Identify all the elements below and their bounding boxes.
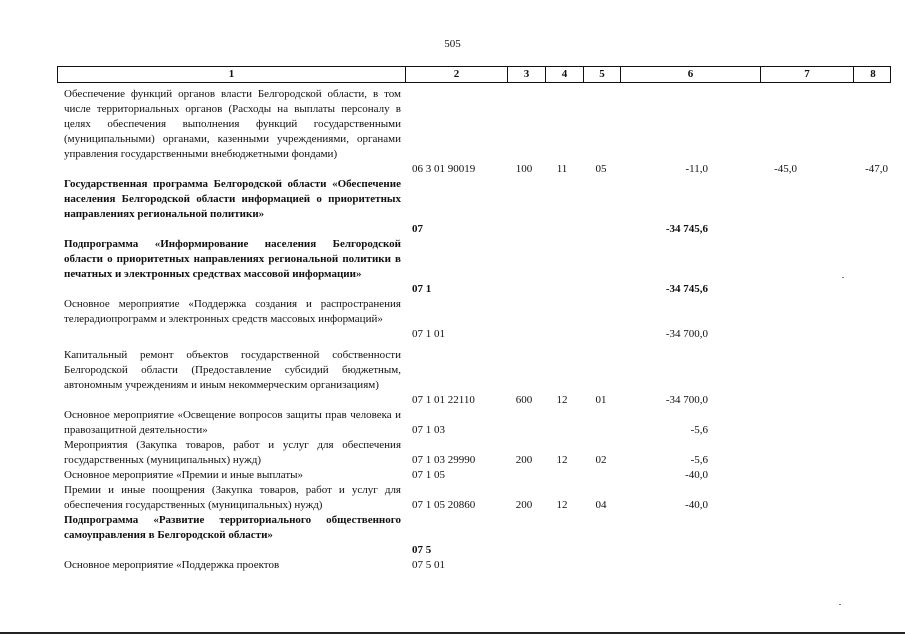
header-col-3: 3 xyxy=(508,67,546,82)
row-code: 07 1 01 xyxy=(412,328,445,340)
row-col-8: -47,0 xyxy=(865,163,888,175)
table-header xyxy=(57,66,891,83)
row-col-4: 12 xyxy=(556,454,568,466)
row-col-5: 02 xyxy=(595,454,607,466)
row-code: 07 1 01 22110 xyxy=(412,394,475,406)
row-col-6: -34 745,6 xyxy=(665,283,708,295)
row-col-6: -34 700,0 xyxy=(665,394,708,406)
row-col-5: 05 xyxy=(595,163,607,175)
row-code: 07 1 05 xyxy=(412,469,445,481)
row-col-6: -5,6 xyxy=(690,454,708,466)
row-col-6: -5,6 xyxy=(690,424,708,436)
row-col-3: 600 xyxy=(515,394,533,406)
row-code: 06 3 01 90019 xyxy=(412,163,476,175)
row-col-4: 11 xyxy=(556,163,568,175)
row-description: Премии и иные поощрения (Закупка товаров, работ и услуг для обеспечения государственных (муниципальных) нужд) xyxy=(64,484,401,511)
row-description: Основное мероприятие «Поддержка проектов xyxy=(64,559,280,571)
row-description: Основное мероприятие «Освещение вопросов защиты прав человека и правозащитной деятельности» xyxy=(64,409,401,436)
row-description: Подпрограмма «Развитие территориального общественного самоуправления в Белгородской области» xyxy=(64,514,401,541)
row-description: Основное мероприятие «Поддержка создания и распространения телерадиопрограмм и электронных средств массовых информаций» xyxy=(64,298,401,325)
row-col-5: 04 xyxy=(595,499,607,511)
row-code: 07 xyxy=(412,223,423,235)
row-col-4: 12 xyxy=(556,394,568,406)
header-col-4: 4 xyxy=(546,67,584,82)
row-description: Государственная программа Белгородской области «Обеспечение населения Белгородской области информацией о приоритетных направлениях региональной политики» xyxy=(64,178,401,220)
row-code: 07 1 xyxy=(412,283,432,295)
row-col-7: -45,0 xyxy=(774,163,797,175)
row-code: 07 1 05 20860 xyxy=(412,499,476,511)
row-code: 07 5 01 xyxy=(412,559,445,571)
row-code: 07 1 03 29990 xyxy=(412,454,476,466)
scan-speck xyxy=(839,604,841,605)
header-col-6: 6 xyxy=(621,67,761,82)
row-code: 07 5 xyxy=(412,544,432,556)
row-description: Мероприятия (Закупка товаров, работ и услуг для обеспечения государственных (муниципальных) нужд) xyxy=(64,439,401,466)
row-col-6: -40,0 xyxy=(685,499,708,511)
page-number: 505 xyxy=(444,38,461,50)
row-col-4: 12 xyxy=(556,499,568,511)
row-col-6: -40,0 xyxy=(685,469,708,481)
header-col-8: 8 xyxy=(870,68,876,80)
header-col-7: 7 xyxy=(761,67,854,82)
row-description: Капитальный ремонт объектов государственной собственности Белгородской области (Предоставление субсидий бюджетным, автономным учреждениям и иным некоммерческим организациям) xyxy=(64,349,401,391)
row-col-3: 200 xyxy=(515,499,533,511)
row-col-6: -11,0 xyxy=(685,163,708,175)
scan-bottom-edge xyxy=(0,632,905,634)
row-description: Обеспечение функций органов власти Белгородской области, в том числе территориальных органов (Расходы на выплаты персоналу в целях обеспечения выполнения функций государственными (муниципальными) органами, казенными учреждениями, органами управления государственными внебюджетными фондами) xyxy=(64,88,401,160)
header-col-2: 2 xyxy=(406,67,508,82)
scan-speck xyxy=(842,277,844,278)
row-col-3: 200 xyxy=(515,454,533,466)
row-col-5: 01 xyxy=(595,394,607,406)
header-col-1: 1 xyxy=(58,67,406,82)
row-description: Основное мероприятие «Премии и иные выплаты» xyxy=(64,469,304,481)
row-col-6: -34 745,6 xyxy=(665,223,708,235)
row-col-6: -34 700,0 xyxy=(665,328,708,340)
header-col-5: 5 xyxy=(584,67,621,82)
row-description: Подпрограмма «Информирование населения Белгородской области о приоритетных направлениях региональной политики в печатных и электронных средствах массовой информации» xyxy=(64,238,401,280)
row-code: 07 1 03 xyxy=(412,424,445,436)
row-col-3: 100 xyxy=(515,163,533,175)
